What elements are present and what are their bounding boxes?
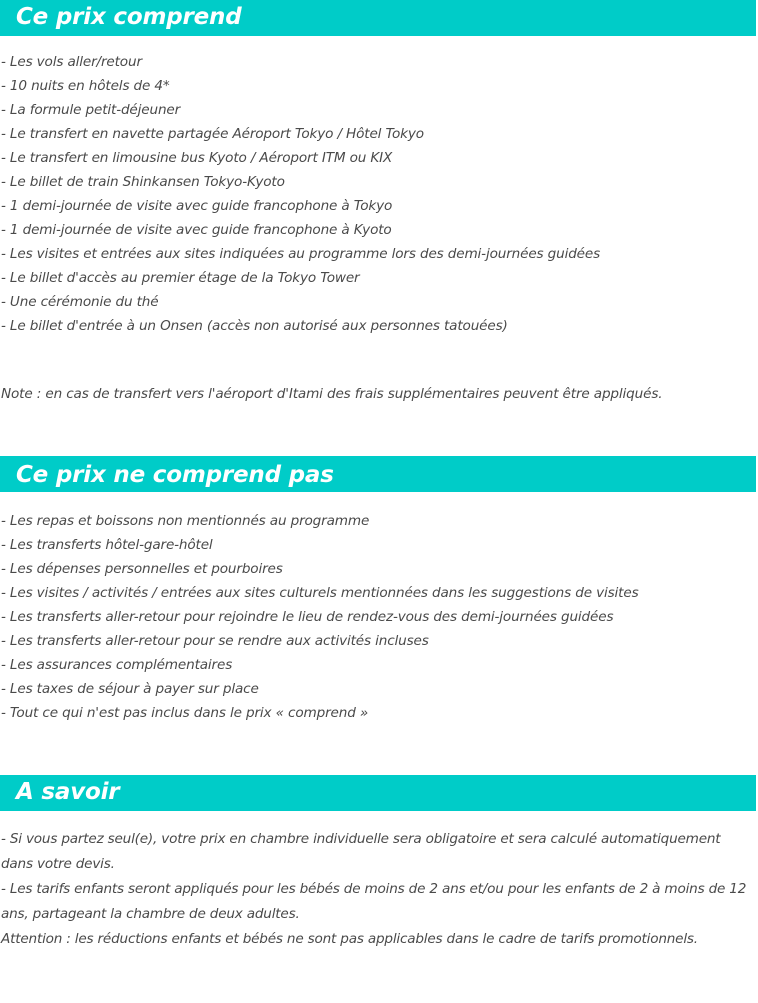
list-item: - Les visites et entrées aux sites indiquées au programme lors des demi-journées guidées	[1, 246, 601, 262]
paragraph: Attention : les réductions enfants et bébés ne sont pas applicables dans le cadre de tarifs promotionnels.	[1, 931, 698, 947]
list-item: - Les visites / activités / entrées aux sites culturels mentionnées dans les suggestions de visites	[1, 585, 639, 601]
list-item: - 1 demi-journée de visite avec guide francophone à Tokyo	[1, 198, 393, 214]
list-item: - Les repas et boissons non mentionnés au programme	[1, 513, 370, 529]
list-item: - Le billet d'entrée à un Onsen (accès non autorisé aux personnes tatouées)	[1, 318, 508, 334]
paragraph: - Les tarifs enfants seront appliqués pour les bébés de moins de 2 ans et/ou pour les enfants de 2 à moins de 12 ans, partageant la chambre de deux adultes.	[1, 881, 747, 922]
section-body-ce-prix-comprend	[0, 50, 758, 338]
list-item: - La formule petit-déjeuner	[1, 102, 181, 118]
list-item: - Les transferts aller-retour pour rejoindre le lieu de rendez-vous des demi-journées guidées	[1, 609, 614, 625]
section-header-a-savoir	[0, 775, 756, 811]
section-body-a-savoir	[0, 827, 758, 952]
list-item: - Les transferts aller-retour pour se rendre aux activités incluses	[1, 633, 429, 649]
list-item: - Le billet d'accès au premier étage de la Tokyo Tower	[1, 270, 360, 286]
list-item: - Le transfert en navette partagée Aéroport Tokyo / Hôtel Tokyo	[1, 126, 424, 142]
paragraph: - Si vous partez seul(e), votre prix en chambre individuelle sera obligatoire et sera calculé automatiquement dans votre devis.	[1, 831, 721, 872]
section-header-ce-prix-comprend	[0, 0, 756, 36]
list-item: - Les dépenses personnelles et pourboires	[1, 561, 283, 577]
section-title: Ce prix comprend	[16, 4, 242, 30]
section-title: Ce prix ne comprend pas	[16, 462, 334, 488]
section-header-ce-prix-ne-comprend-pas	[0, 456, 756, 492]
section-note-ce-prix-comprend	[0, 382, 758, 406]
list-item: - Une cérémonie du thé	[1, 294, 159, 310]
list-item: - Les vols aller/retour	[1, 54, 142, 70]
note-text: Note : en cas de transfert vers l'aéroport d'Itami des frais supplémentaires peuvent être appliqués.	[1, 386, 663, 402]
list-item: - Tout ce qui n'est pas inclus dans le prix « comprend »	[1, 705, 369, 721]
section-body-ce-prix-ne-comprend-pas	[0, 509, 758, 725]
list-item: - Les assurances complémentaires	[1, 657, 233, 673]
list-item: - Les transferts hôtel-gare-hôtel	[1, 537, 213, 553]
list-item: - Le transfert en limousine bus Kyoto / Aéroport ITM ou KIX	[1, 150, 393, 166]
section-title: A savoir	[16, 779, 120, 805]
list-item: - 1 demi-journée de visite avec guide francophone à Kyoto	[1, 222, 392, 238]
list-item: - Les taxes de séjour à payer sur place	[1, 681, 259, 697]
list-item: - 10 nuits en hôtels de 4*	[1, 78, 170, 94]
list-item: - Le billet de train Shinkansen Tokyo-Kyoto	[1, 174, 285, 190]
